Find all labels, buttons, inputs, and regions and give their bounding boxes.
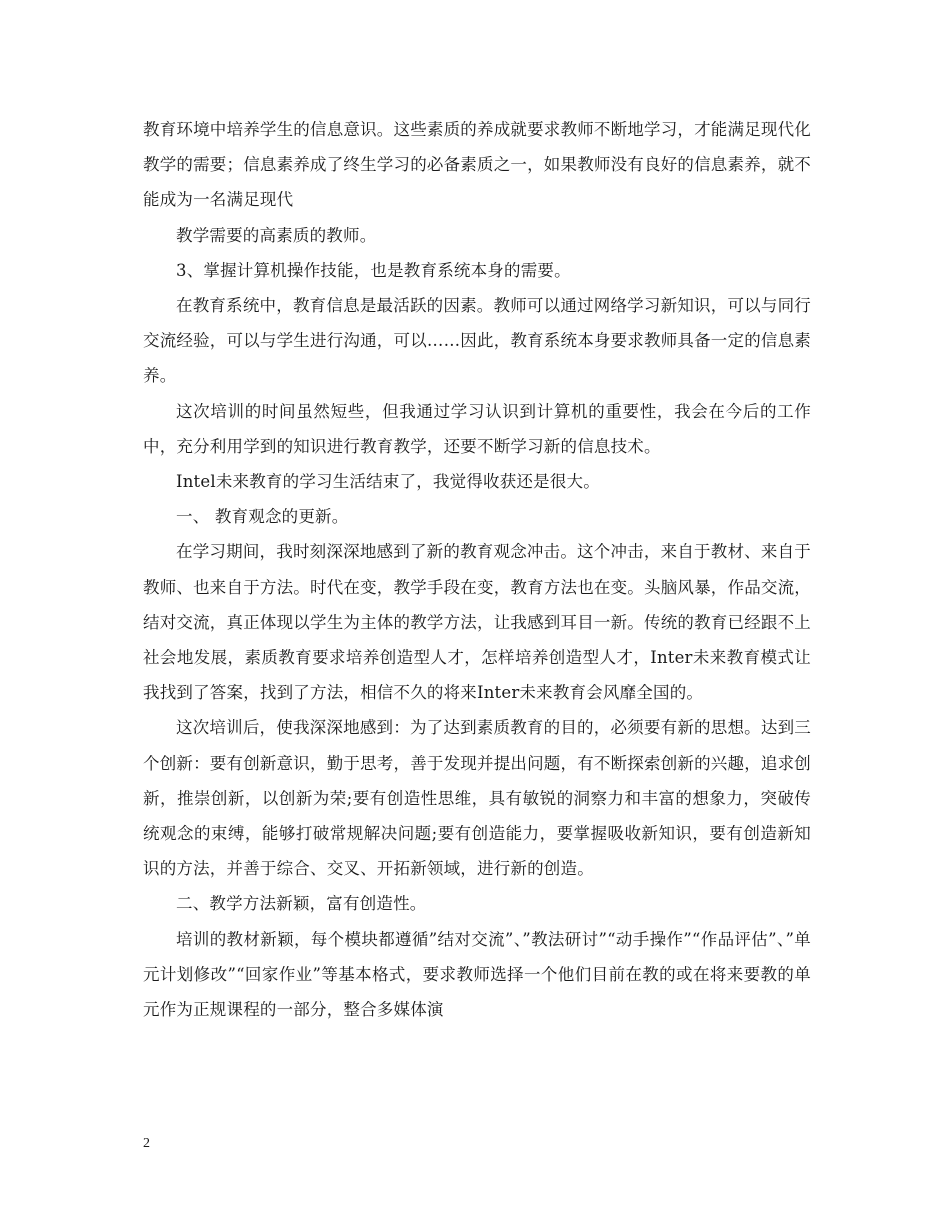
paragraph-continuation: 教育环境中培养学生的信息意识。这些素质的养成就要求教师不断地学习，才能满足现代化教学的需要；信息素养成了终生学习的必备素质之一，如果教师没有良好的信息素养，就不能成为一名满足现代 bbox=[143, 120, 811, 210]
paragraph: Intel未来教育的学习生活结束了，我觉得收获还是很大。 bbox=[176, 472, 600, 492]
section-heading-2: 二、教学方法新颖，富有创造性。 bbox=[176, 894, 427, 914]
page-number: 2 bbox=[143, 1136, 150, 1151]
paragraph: 在学习期间，我时刻深深地感到了新的教育观念冲击。这个冲击，来自于教材、来自于教师、也来自于方法。时代在变，教学手段在变，教育方法也在变。头脑风暴，作品交流，结对交流，真正体现以学生为主体的教学方法，让我感到耳目一新。传统的教育已经跟不上社会地发展，素质教育要求培养创造型人才，怎样培养创造型人才，Inter未来教育模式让我找到了答案，找到了方法，相信不久的将来Inter未来教育会风靡全国的。 bbox=[143, 542, 811, 703]
paragraph: 这次培训的时间虽然短些，但我通过学习认识到计算机的重要性，我会在今后的工作中，充分利用学到的知识进行教育教学，还要不断学习新的信息技术。 bbox=[143, 401, 811, 456]
section-heading-3: 3、掌握计算机操作技能，也是教育系统本身的需要。 bbox=[176, 260, 571, 280]
document-body bbox=[143, 112, 811, 1027]
section-heading-1: 一、 教育观念的更新。 bbox=[176, 507, 349, 527]
paragraph: 这次培训后，使我深深地感到：为了达到素质教育的目的，必须要有新的思想。达到三个创新：要有创新意识，勤于思考，善于发现并提出问题，有不断探索创新的兴趣，追求创新，推崇创新，以创新为荣;要有创造性思维，具有敏锐的洞察力和丰富的想象力，突破传统观念的束缚，能够打破常规解决问题;要有创造能力，要掌握吸收新知识，要有创造新知识的方法，并善于综合、交叉、开拓新领域，进行新的创造。 bbox=[143, 718, 811, 879]
paragraph: 在教育系统中，教育信息是最活跃的因素。教师可以通过网络学习新知识，可以与同行交流经验，可以与学生进行沟通，可以……因此，教育系统本身要求教师具备一定的信息素养。 bbox=[143, 296, 811, 386]
paragraph-continuation-end: 教学需要的高素质的教师。 bbox=[176, 225, 377, 245]
paragraph: 培训的教材新颖，每个模块都遵循”结对交流”、”教法研讨”“动手操作”“作品评估”、”单元计划修改”“回家作业”等基本格式，要求教师选择一个他们目前在教的或在将来要教的单元作为正规课程的一部分，整合多媒体演 bbox=[143, 929, 811, 1020]
